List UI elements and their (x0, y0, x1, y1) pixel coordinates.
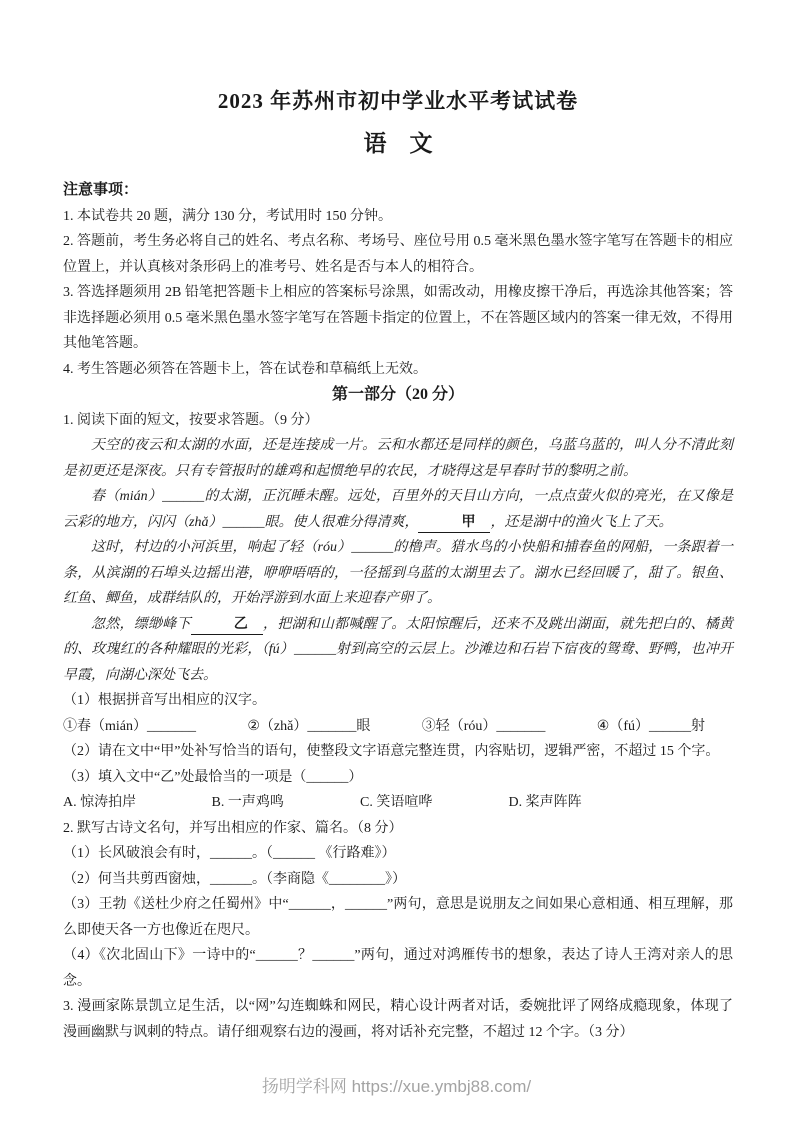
pinyin-item-3: ③轻（róu）_______ (421, 718, 546, 734)
passage-paragraph-2 (63, 484, 733, 535)
part1-heading: 第一部分（20 分） (331, 386, 464, 403)
question1-options-row (63, 790, 733, 816)
passage-p4-post: ，把湖和山都喊醒了。太阳惊醒后，还来不及跳出湖面，就先把白的、橘黄的、玫瑰红的各种耀眼的光彩，（fú）______射到高空的云层上。沙滩边和石岩下宿夜的鸳鸯、野鸭，也冲开早霞，向湖心深处飞去。 (63, 616, 733, 683)
option-a: A. 惊涛拍岸 (63, 795, 137, 810)
notice-item-1: 1. 本试卷共 20 题，满分 130 分，考试用时 150 分钟。 (63, 208, 392, 224)
option-b: B. 一声鸡鸣 (211, 795, 284, 810)
question1-sub3: （3）填入文中“乙”处最恰当的一项是（______） (63, 769, 363, 785)
footer-watermark: 扬明学科网 https://xue.ymbj88.com/ (261, 1077, 532, 1096)
question2-item-2: （2）何当共剪西窗烛，______。（李商隐《________》） (63, 871, 406, 887)
page-title: 2023 年苏州市初中学业水平考试试卷 (217, 89, 579, 113)
blank-yi: 乙 (191, 616, 263, 635)
question2-intro: 2. 默写古诗文名句，并写出相应的作家、篇名。（8 分） (63, 820, 403, 836)
page-content (63, 88, 733, 1045)
question1-intro: 1. 阅读下面的短文，按要求答题。（9 分） (63, 412, 319, 428)
passage-paragraph-1: 天空的夜云和太湖的水面，还是连接成一片。云和水都还是同样的颜色，乌蓝乌蓝的，叫人分不清此刻是初更还是深夜。只有专管报时的雄鸡和起惯绝早的农民，才晓得这是早春时节的黎明之前。 (63, 438, 733, 479)
passage-p4-pre: 忽然，缥缈峰下 (91, 616, 191, 632)
passage-paragraph-4 (63, 612, 733, 689)
question2-item-4: （4）《次北固山下》一诗中的“______？______”两句，通过对鸿雁传书的想象，表达了诗人王湾对亲人的思念。 (63, 948, 733, 989)
question1-sub2: （2）请在文中“甲”处补写恰当的语句，使整段文字语意完整连贯，内容贴切，逻辑严密，不超过 15 个字。 (63, 744, 720, 759)
passage-p2-pre: 春（mián）______的太湖，正沉睡未醒。远处，百里外的天目山方向，一点点萤火似的亮光，在又像是云彩的地方，闪闪（zhǎ）______眼。使人很难分得清爽， (63, 489, 733, 530)
question1-sub1-label: （1）根据拼音写出相应的汉字。 (63, 693, 266, 708)
question2-item-1: （1）长风破浪会有时，______。（______ 《行路难》） (63, 846, 396, 861)
question1-pinyin-row (63, 714, 733, 740)
pinyin-item-1: ①春（mián）_______ (63, 718, 196, 734)
notice-heading: 注意事项： (63, 182, 139, 198)
notice-item-3: 3. 答选择题须用 2B 铅笔把答题卡上相应的答案标号涂黑，如需改动，用橡皮擦干净后，再选涂其他答案；答非选择题必须用 0.5 毫米黑色墨水签字笔写在答题卡指定的位置上，不在答题区域内的答案一律无效，不得用其他笔答题。 (63, 285, 733, 351)
question3-text: 3. 漫画家陈景凯立足生活，以“网”勾连蜘蛛和网民，精心设计两者对话，委婉批评了网络成瘾现象，体现了漫画幽默与讽刺的特点。请仔细观察右边的漫画，将对话补充完整，不超过 12 个字。（3 分） (63, 999, 733, 1040)
notice-item-4: 4. 考生答题必须答在答题卡上，答在试卷和草稿纸上无效。 (63, 361, 427, 377)
notice-item-2: 2. 答题前，考生务必将自己的姓名、考点名称、考场号、座位号用 0.5 毫米黑色墨水签字笔写在答题卡的相应位置上，并认真核对条形码上的准考号、姓名是否与本人的相符合。 (63, 234, 733, 275)
passage-paragraph-3: 这时，村边的小河浜里，响起了轻（róu）______的橹声。猎水鸟的小快船和捕春鱼的网船，一条跟着一条，从滨湖的石埠头边摇出港，咿咿唔唔的，一径摇到乌蓝的太湖里去了。湖水已经回暖了，甜了。银鱼、红鱼、鲫鱼，成群结队的，开始浮游到水面上来迎春产卵了。 (63, 540, 733, 606)
option-d: D. 桨声阵阵 (508, 795, 582, 810)
blank-jia: 甲 (418, 514, 490, 533)
pinyin-item-4: ④（fú）______射 (596, 718, 705, 734)
pinyin-item-2: ②（zhǎ）_______眼 (247, 718, 371, 734)
subject-title: 语 文 (363, 131, 433, 156)
option-c: C. 笑语喧哗 (360, 795, 433, 810)
passage-p2-post: ，还是湖中的渔火飞上了天。 (490, 514, 673, 530)
question2-item-3: （3）王勃《送杜少府之任蜀州》中“______，______”两句，意思是说朋友之间如果心意相通、相互理解，那么即使天各一方也像近在咫尺。 (63, 897, 733, 938)
